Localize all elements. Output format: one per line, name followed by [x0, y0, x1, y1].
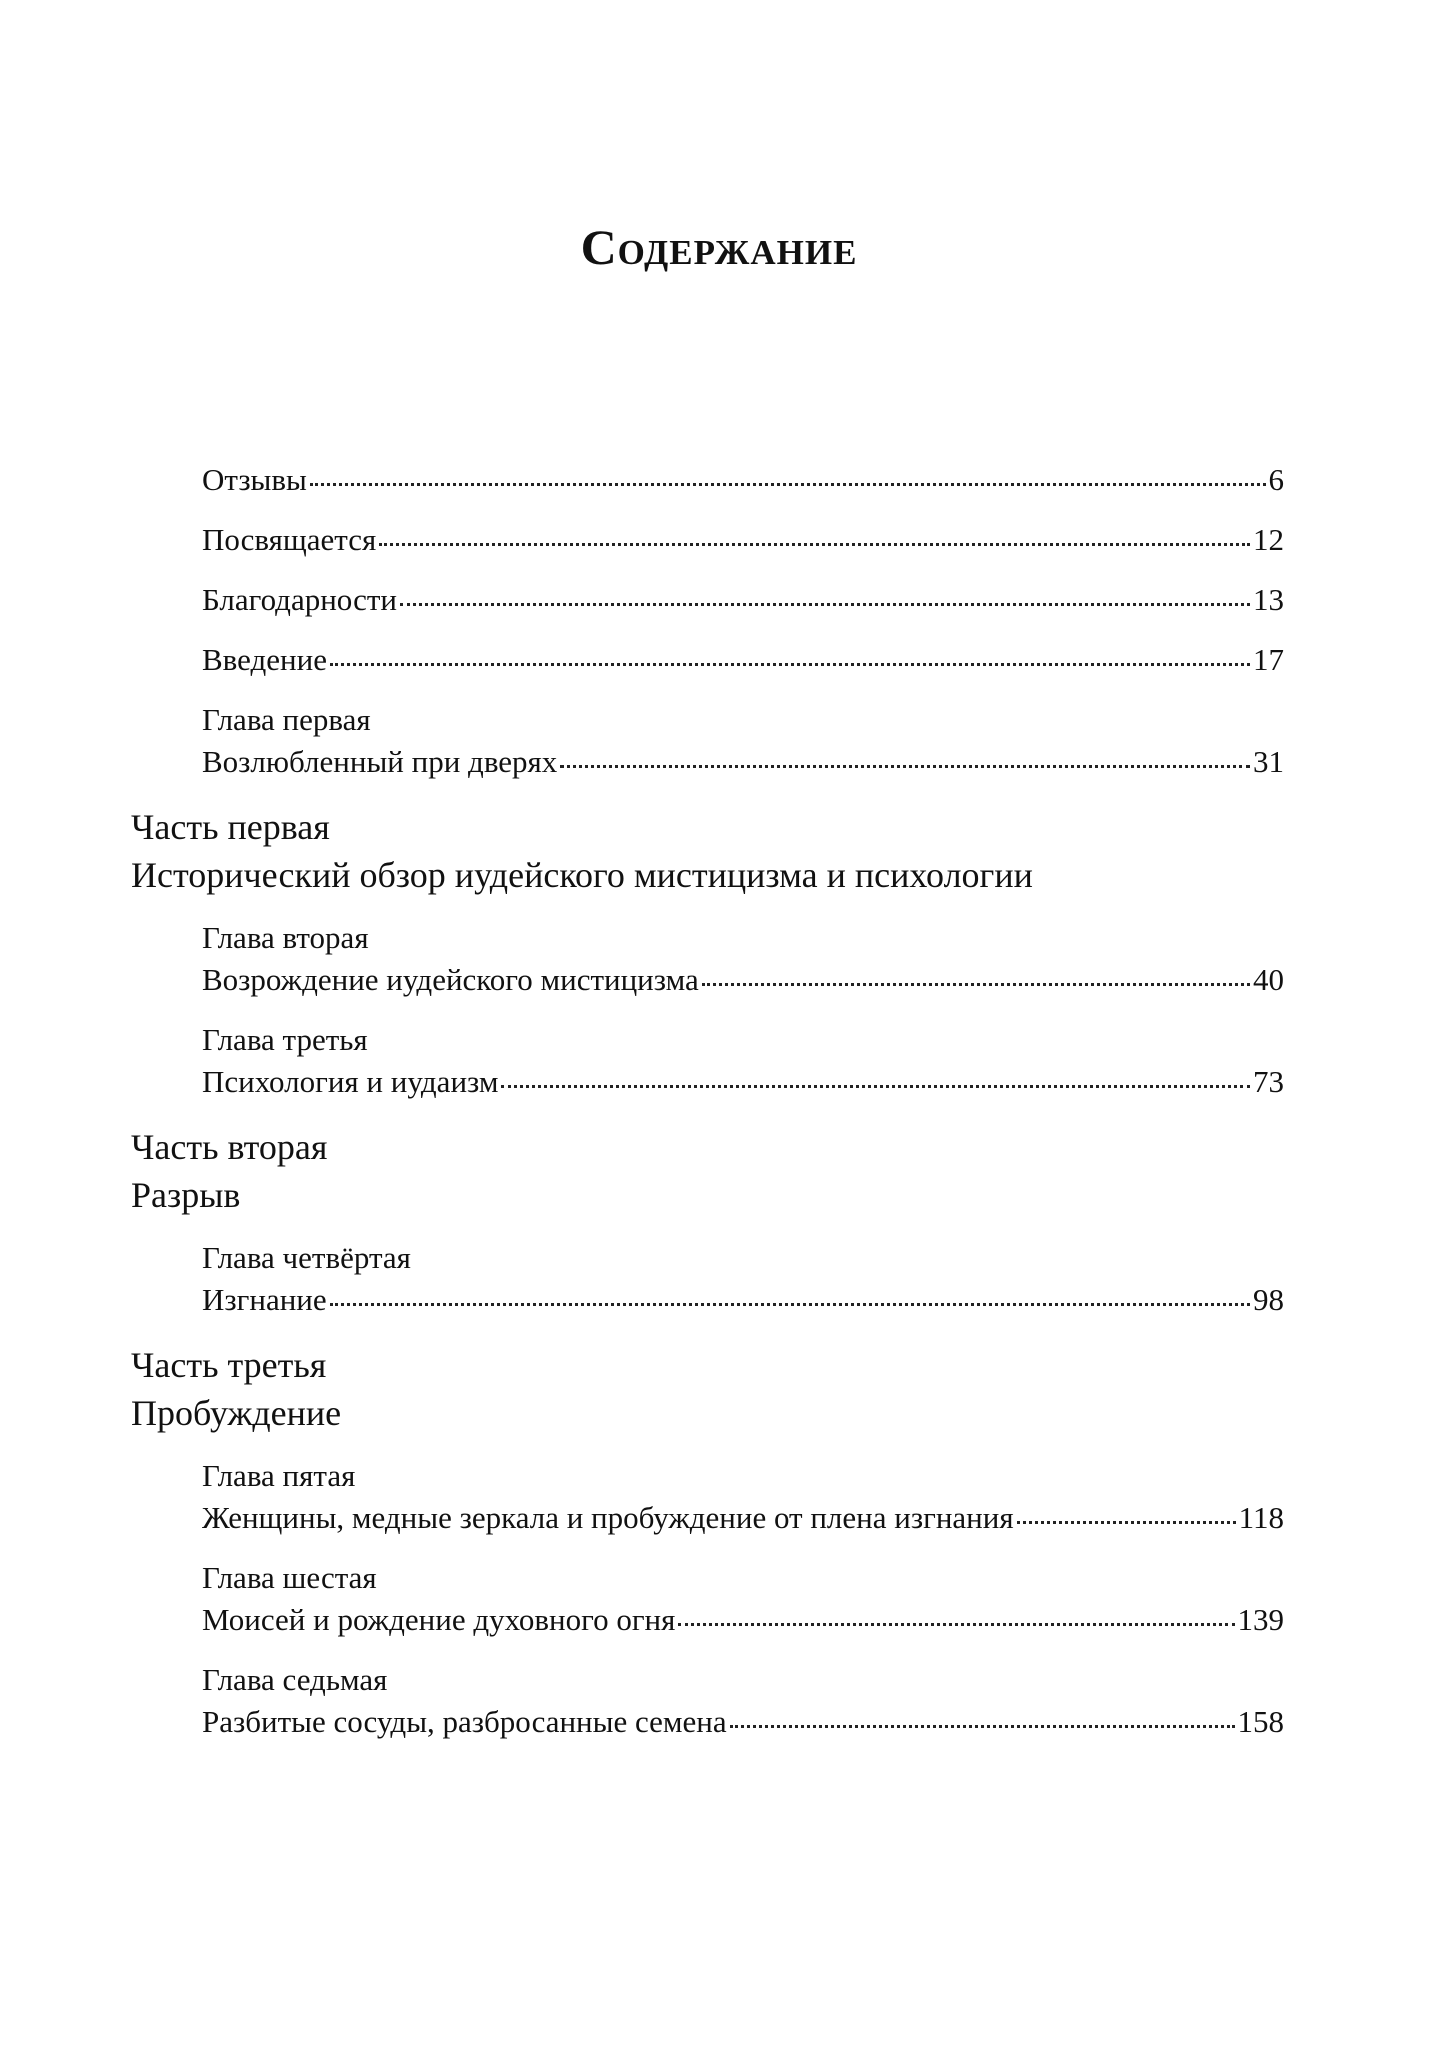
toc-entry-acknowledgements[interactable] [202, 582, 1284, 622]
chapter-label: Глава седьмая [202, 1662, 388, 1697]
toc-entry-page: 118 [1238, 1500, 1284, 1535]
toc-entry-dedication[interactable] [202, 522, 1284, 562]
toc-entry-title: Возлюбленный при дверях [202, 744, 558, 779]
toc-entry-title: Изгнание [202, 1282, 327, 1317]
part-heading: Часть первая [131, 807, 330, 847]
toc-entry-title: Возрождение иудейского мистицизма [202, 962, 699, 997]
toc-entry-page: 40 [1253, 962, 1284, 997]
dot-leader [1017, 1521, 1236, 1524]
chapter-label: Глава шестая [202, 1560, 377, 1595]
part-subtitle: Исторический обзор иудейского мистицизма и психологии [131, 855, 1033, 895]
toc-entry-page: 12 [1253, 522, 1284, 557]
toc-entry-page: 158 [1237, 1704, 1284, 1739]
dot-leader [379, 543, 1250, 546]
chapter-label: Глава первая [202, 702, 371, 737]
toc-entry-title: Благодарности [202, 582, 397, 617]
toc-entry-page: 98 [1253, 1282, 1284, 1317]
toc-entry-chapter-1[interactable] [202, 744, 1284, 784]
chapter-label: Глава четвёртая [202, 1240, 411, 1275]
dot-leader [501, 1085, 1250, 1088]
page-title: Содержание [580, 219, 858, 275]
toc-entry-page: 31 [1253, 744, 1284, 779]
toc-entry-title: Моисей и рождение духовного огня [202, 1602, 676, 1637]
toc-entry-chapter-3[interactable] [202, 1064, 1284, 1104]
toc-entry-title: Разбитые сосуды, разбросанные семена [202, 1704, 727, 1739]
chapter-label: Глава пятая [202, 1458, 356, 1493]
toc-entry-chapter-2[interactable] [202, 962, 1284, 1002]
toc-entry-chapter-6[interactable] [202, 1602, 1284, 1642]
toc-entry-introduction[interactable] [202, 642, 1284, 682]
part-heading: Часть вторая [131, 1127, 328, 1167]
toc-entry-title: Введение [202, 642, 327, 677]
toc-entry-title: Посвящается [202, 522, 377, 557]
toc-entry-reviews[interactable] [202, 462, 1284, 502]
dot-leader [730, 1725, 1235, 1728]
toc-entry-page: 73 [1253, 1064, 1284, 1099]
toc-entry-chapter-7[interactable] [202, 1704, 1284, 1744]
toc-entry-page: 6 [1268, 462, 1284, 497]
toc-entry-title: Психология и иудаизм [202, 1064, 499, 1099]
toc-entry-page: 17 [1253, 642, 1284, 677]
toc-entry-chapter-5[interactable] [202, 1500, 1284, 1540]
dot-leader [330, 663, 1250, 666]
chapter-label: Глава третья [202, 1022, 368, 1057]
dot-leader [678, 1623, 1234, 1626]
dot-leader [330, 1303, 1250, 1306]
toc-entry-title: Женщины, медные зеркала и пробуждение от плена изгнания [202, 1500, 1014, 1535]
toc-entry-page: 139 [1237, 1602, 1284, 1637]
toc-entry-chapter-4[interactable] [202, 1282, 1284, 1322]
dot-leader [400, 603, 1250, 606]
dot-leader [310, 483, 1266, 486]
toc-entry-page: 13 [1253, 582, 1284, 617]
part-subtitle: Разрыв [131, 1175, 241, 1215]
part-subtitle: Пробуждение [131, 1393, 342, 1433]
dot-leader [702, 983, 1250, 986]
toc-entry-title: Отзывы [202, 462, 307, 497]
chapter-label: Глава вторая [202, 920, 369, 955]
dot-leader [560, 765, 1250, 768]
part-heading: Часть третья [131, 1345, 327, 1385]
